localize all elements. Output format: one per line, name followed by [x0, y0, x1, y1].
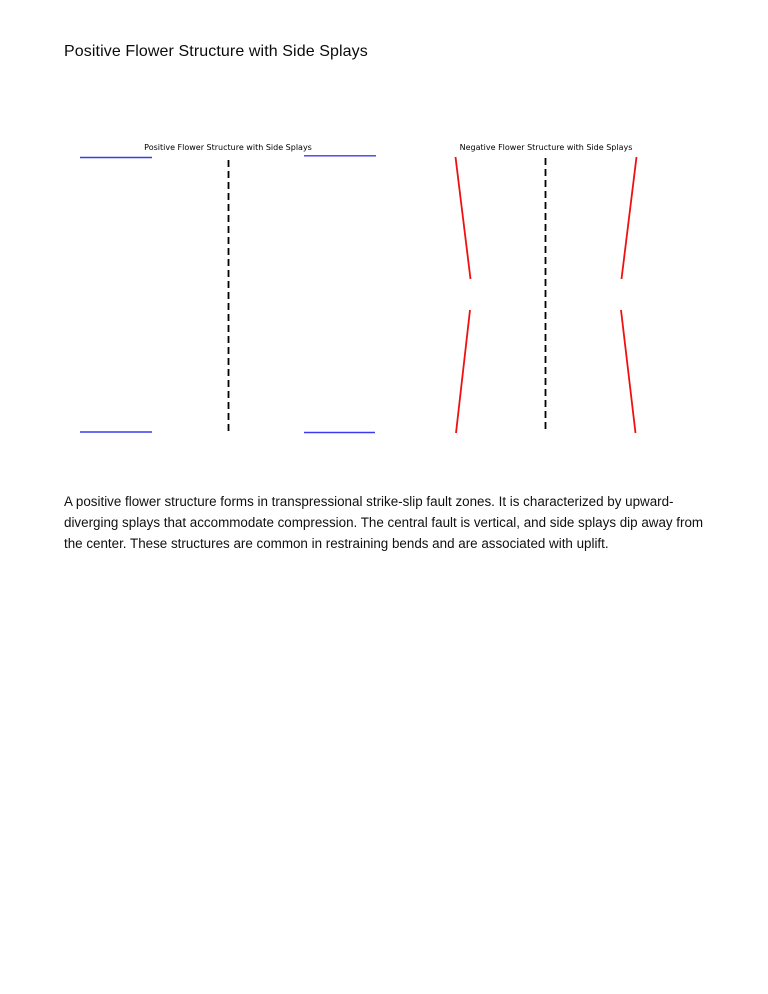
negative-splay-line-3 — [621, 310, 636, 433]
description-paragraph: A positive flower structure forms in transpressional strike-slip fault zones. It is characterized by upward-diverging splays that accommodate compression. The central fault is vertical, and side splays dip away from the center. These structures are common in restraining bends and are associated with uplift. — [64, 494, 704, 551]
negative-splay-line-0 — [456, 157, 471, 279]
negative-splay-line-1 — [456, 310, 470, 433]
positive-panel-title: Positive Flower Structure with Side Splays — [144, 143, 312, 152]
flower-structure-figure — [0, 0, 768, 470]
negative-panel-title: Negative Flower Structure with Side Splays — [459, 143, 633, 152]
negative-splay-line-2 — [622, 157, 637, 279]
diagram-canvas — [0, 0, 768, 470]
page-title: Positive Flower Structure with Side Splays — [64, 43, 368, 60]
